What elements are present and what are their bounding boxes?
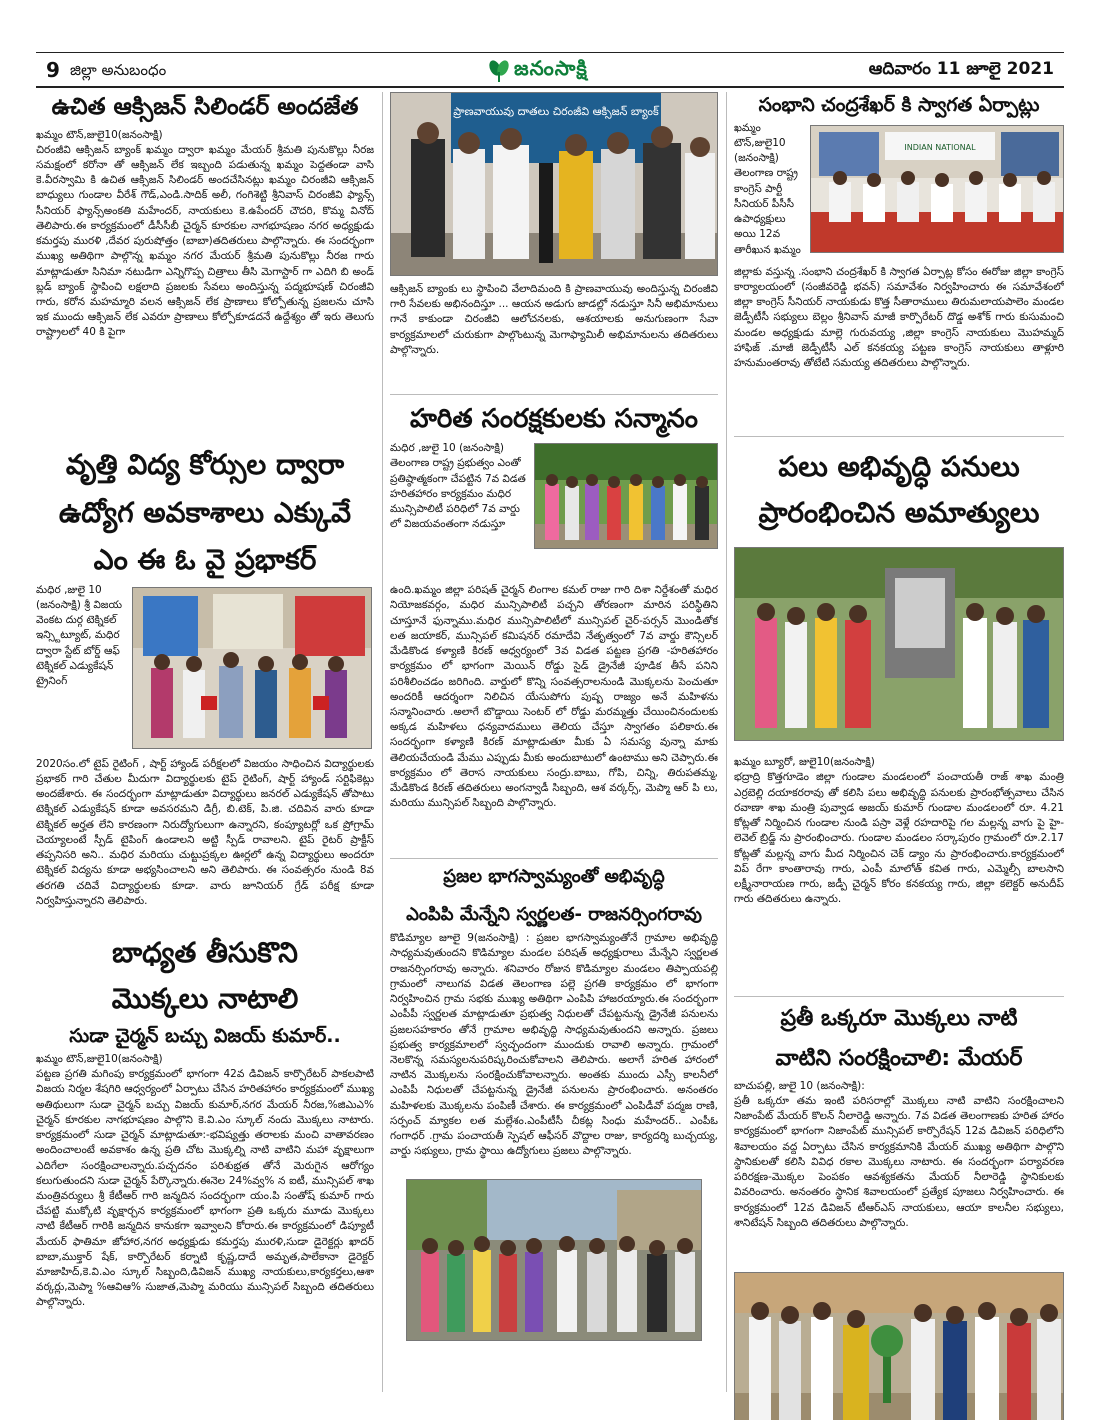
kicker: ప్రజల భాగస్వామ్యంతో అభివృద్ధి — [443, 866, 665, 887]
issue-date: ఆదివారం 11 జూలై 2021 — [868, 59, 1054, 79]
article-body: జిల్లాకు వస్తున్న .సంభాని చంద్రశేఖర్ కి స్వాగత ఏర్పాట్ల కోసం ఈరోజు జిల్లా కాంగ్రెస్ కార్యాలయంలో (సంజీవరెడ్డి భవన్) సమావేశం నిర్వహించారు ఈ సమావేశంలో జిల్లా కాంగ్రెస్ సీనియర్ నాయకుడు కొత్త సీతారాములు తిరుమలాయపాలెం మండల జెడ్పీటీసీ సభ్యులు బెల్లం శ్రీనివాస్ మాజీ కార్పొరేటర్ దొడ్డ అశోక్ గారు కుసుమంచి మండల అధ్యక్షుడు మాల్లె గురువయ్య ,జిల్లా కాంగ్రెస్ నాయకులు మొహమ్మద్ హాఫిజ్ .మాజీ జెడ్పీటీసీ ఎల్ కనకయ్య పట్టణ కాంగ్రెస్ నాయకులు తాళ్లూరి హనుమంతరావు తోటేటి సమయ్య తదితరులు పాల్గొన్నారు. — [734, 265, 1064, 370]
article-body: చిరంజీవి ఆక్సిజన్ బ్యాంక్ ఖమ్మం ద్వారా ఖమ్మం మేయర్ శ్రీమతి పునుకొల్లు నీరజ సమక్షంలో కరోనా తో ఆక్సిజన్ లేక ఇబ్బంది పడుతున్న ఖమ్మం పెద్దతండా వాసి కె.వీరస్వామి కి ఉచిత ఆక్సిజన్ సిలిండర్ అందచేసినట్లు ఖమ్మం చిరంజీవి ఆక్సిజన్ బాధ్యులు గుండాల వీరేశ్ గౌడ్,ఎండి.సాదిక్ అలీ, గంగిశెట్టి శ్రీనివాస్ చిరంజీవి ఫ్యాన్స్ సీనియర్ ఫ్యాన్స్అంకతి మహేందర్, నాయకులు కె.ఉపేందర్ చౌదరి, కొమ్మ వినోద్ తెలిపారు.ఈ కార్యక్రమంలో డీసీసీబీ చైర్మన్ కూరకుల నాగభూషణం నగర అధ్యక్షుడు కమర్తపు మురళి ,దేవర పురుషోత్తం (బాబా)తదితరులు పాల్గొన్నారు. ఈ సందర్భంగా ముఖ్య అతిథిగా పాల్గొన్న ఖమ్మం నగర మేయర్ శ్రీమతి పునుకొల్లు నీరజ గారు మాట్లాడుతూ సినిమా నటుడిగా ఎన్నిగొప్ప చిత్రాలు తీసి మెగాస్టార్ గా ఎదిగి బి అండ్ బ్లడ్ బ్యాంక్ స్థాపించి లక్షలాది ప్రజలకు సేవలు అందిస్తున్న పద్మభూషణ్ చిరంజీవి గారు, కరోన మహమ్మారి వలన ఆక్సిజన్ లేక ప్రాణాలు కోల్పోతున్న ప్రజలను చూసి ఇక ముందు ఆక్సిజన్ లేక ఎవరూ ప్రాణాలు కోల్పోకూడదనే ఉద్దేశ్యం తో ఇరు తెలుగు రాష్ట్రాలలో 40 కి పైగా — [36, 143, 374, 339]
article-body-wrap — [390, 931, 718, 1167]
headline-line-3: సుడా చైర్మన్ బచ్చు విజయ్ కుమార్.. — [69, 1025, 341, 1048]
photo-illustration — [811, 126, 1064, 253]
article-public-participation — [390, 864, 718, 1341]
dateline: బాచుపల్లి, జులై 10 (జనంసాక్షి): — [734, 1079, 865, 1092]
article-mayor-saplings — [734, 1002, 1064, 1420]
photo-sign-text: INDIAN NATIONAL — [904, 142, 976, 152]
article-vocational-courses — [36, 436, 374, 947]
photo-congress-meeting — [810, 125, 1064, 253]
headline-line-2: ప్రారంభించిన అమాత్యులు — [758, 495, 1040, 529]
photo-banner-text: ప్రాణవాయువు దాతలు చిరంజీవి ఆక్సిజన్ బ్యాంక్ — [453, 105, 659, 118]
section-divider — [390, 858, 718, 859]
dateline: ఖమ్మం టౌన్,జులై10(జనంసాక్షి) — [36, 128, 163, 141]
headline-line-1: ప్రతీ ఒక్కరూ మొక్కలు నాటి — [780, 1006, 1018, 1031]
article-oxygen-photo — [390, 92, 718, 380]
article-development-works — [734, 442, 1064, 966]
photo-felicitation — [534, 443, 718, 549]
dateline: ఖమ్మం టౌన్,జులై10 (జనంసాక్షి) తెలంగాణ రాష్ట్ర కాంగ్రెస్ పార్టీ సీనియర్ పీసీసీ ఉపాధ్యక్షులు అయి 12వ తారీఖున ఖమ్మం — [734, 121, 801, 256]
article-oxygen-cylinder — [36, 92, 374, 403]
section-divider — [390, 394, 718, 395]
photo-sapling-distribution — [406, 1179, 702, 1341]
photo-illustration — [133, 588, 372, 749]
headline: ఎంపిపి మేన్నేని స్వర్ణలత- రాజనర్సింగరావు — [406, 903, 702, 925]
column-divider — [382, 92, 383, 1392]
headline-line-1: వృత్తి విద్య కోర్సుల ద్వారా — [65, 448, 345, 481]
article-body: పట్టణ ప్రగతి మగింపు కార్యక్రమంలో భాగంగా 42వ డివిజన్ కార్పొరేటర్ పాకలపాటి విజయ నిర్మల శేషగిరి ఆధ్వర్యంలో ఏర్పాటు చేసిన హరితహారం కార్యక్రమంలో ముఖ్య అతిథులుగా సుడా చైర్మన్ బచ్చు విజయ్ కుమార్,నగర మేయర్ నీరజ,%జిఎుఎ% చైర్మన్ కూరకుల నాగభూషణం పాల్గొని కె.వి.ఎం స్కూల్ నందు మొక్కలు నాటారు. కార్యక్రమంలో సుడా చైర్మన్ మాట్లాడుతూ:-భవిష్యత్తు తరాలకు మంచి వాతావరణం అందించాలంటే అవకాశం ఉన్న ప్రతి చోట మొక్కల్ని నాటి వాటిని మహా వృక్షాలుగా ఎదిగేలా సంరక్షించాలన్నారు.పచ్చదనం పరిశుభ్రత తోనే మెరుగైన ఆరోగ్యం కలుగుతుందని సుడా చైర్మన్ పేర్కొన్నారు.ఈనెల 24%వ్వ% న ఐటీ, మున్సిపల్ శాఖ మంత్రివర్యులు శ్రీ కేటీఆర్ గారి జన్మదిన సందర్భంగా యం.పి సంతోష్ కుమార్ గారు చేపట్టి ముక్కోటి వృక్షార్చన కార్యక్రమంలో భాగంగా ప్రతి ఒక్కరు మూడు మొక్కలు నాటి కేటీఆర్ గారికి జన్మదిన కానుకగా ఇవ్వాలని కోరారు.ఈ కార్యక్రమంలో డిప్యూటీ మేయర్ ఫాతిమా జోహార,నగర అధ్యక్షుడు కమర్తపు మురళి,సుడా డైరెక్టర్లు ఖాదర్ బాబా,ముక్తార్ షేక్, కార్పొరేటర్ కర్నాటి కృష్ణ,దాదే అమృత,పాలేకానా డైరెక్టర్ మాజాహిద్,కె.వి.ఎం స్కూల్ సిబ్బంది,డివిజన్ ముఖ్య నాయకులు,కార్యకర్తలు,ఆశా వర్కర్లు,మెప్మా %ఆవిఆ% సుజాత,మెప్మా మరియు మున్సిపల్ సిబ్బంది తదితరులు పాల్గొన్నారు. — [36, 1068, 374, 1309]
page-number: 9 — [46, 58, 60, 82]
masthead — [36, 52, 1064, 88]
headline-line-2: మొక్కలు నాటాలి — [111, 981, 299, 1015]
dateline: ఖమ్మం టౌన్,జులై10(జనంసాక్షి) — [36, 1052, 163, 1065]
photo-illustration — [735, 548, 1064, 741]
photo-illustration — [735, 1273, 1064, 1420]
article-body: ఉంది.ఖమ్మం జిల్లా పరిషత్ చైర్మన్ లింగాల కమల్ రాజు గారి దిశా నిర్దేశంతో మధిర నియోజకవర్గం, మధిర మున్సిపాలిటీ పచ్చని తోరణంగా మారిన పరిస్థితిని చూస్తూనే ఫున్నాము.మధిర మున్సిపాలిటీలో మున్సిపల్ చైర్-పర్సన్ మొండితోక లత జయాకర్, మున్సిపల్ కమిషనర్ రమాదేవి నేతృత్వంలో 7వ వార్డు కౌన్సిలర్ మేడికొండ కళ్యాణి కిరణ్ ఆధ్వర్యంలో 3వ విడత పట్టణ ప్రగతి -హరితహారం కార్యక్రమం లో భాగంగా మెయిన్ రోడ్డు సైడ్ డ్రైనేజీ పూడిక తీసే పనిని పరిశీలించడం జరిగింది. వార్డులో కొన్ని సంవత్సరాలనుండి మొక్కలను పెంచుతూ అందరికీ ఆదర్శంగా నిలిచిన యేసుపోగు పుష్ప రాజ్యం అనే మహిళను సన్మానించారు .అలాగే బొడ్డాయి సెంటర్ లో రోడ్డు మరమ్మత్తు చేయించినందులకు అక్కడ మహిళలు ధన్యవాదములు తెలియ చేస్తూ స్వాగతం పలికారు.ఈ సందర్భంగా కళ్యాణి కిరణ్ మాట్లాడుతూ మీకు ఏ సమస్య వున్నా మాకు తెలియచేయండి మేము ఎప్పుడు మీకు అందుబాటులో ఉంటాము అని చెప్పారు.ఈ కార్యక్రమం లో తెరాస నాయకులు సంద్రు.బాబు, గోపి, చిన్ని, తిరుపతమ్మ, మేడికొండ కిరణ్ తదితరులు అంగన్వాడీ సిబ్బంది, ఆశ వర్కర్స్, మెప్మా ఆర్ పి లు, మరియు మున్సిపల్ సిబ్బంది పాల్గొన్నారు. — [390, 584, 718, 810]
column-divider — [726, 92, 727, 1392]
dateline: మధిర ,జులై 10 (జనంసాక్షి) తెలంగాణ రాష్ట్ర ప్రభుత్వం ఎంతో ప్రతిష్ఠాత్మకంగా చేపట్టిన 7వ విడత హరితహారం కార్యక్రమం మధిర మున్సిపాలిటీ పరిధిలో 7వ వార్డు లో విజయవంతంగా నడుస్తూ — [390, 442, 526, 531]
logo-text: జనంసాక్షి — [514, 55, 588, 80]
leaf-logo-icon — [488, 58, 510, 82]
newspaper-page — [36, 44, 1064, 1394]
headline-line-3: ఎం ఈ ఓ వై ప్రభాకర్ — [93, 543, 317, 577]
article-body: 2020సం.లో టైప్ రైటింగ్ , షార్ట్ హ్యాండ్ పరీక్షలలో విజయం సాధించిన విద్యార్థులకు ప్రభాకర్ గారి చేతుల మీదుగా విద్యార్థులకు టైప్ రైటింగ్, షార్ట్ హ్యాండ్ సర్టిఫికెట్లు అందజేశారు. ఈ సందర్భంగా మాట్లాడుతూ విద్యార్థులు జనరల్ ఎడ్యుకేషన్ తోపాటు టెక్నికల్ ఎడ్యుకేషన్ కూడా అవసరమని డిగ్రీ, బి.టెక్, పి.జి. చదివిన వారు కూడా టెక్నికల్ అర్హత లేని కారణంగా నిరుద్యోగులుగా ఉన్నారని, కంప్యూటర్లో ఒక ప్రోగ్రామ్ చెయ్యాలంటే స్పీడ్ టైపింగ్ ఉండాలని అట్టి స్పీడ్ రావాలని. టైప్ రైటర్ ప్రాక్టీస్ తప్పనిసరి అని.. మధిర మరియు చుట్టుప్రక్కల ఊర్లలో ఉన్న విద్యార్థులు అందరూ టెక్నికల్ విద్యను కూడా అభ్యసించాలని అని తెలిపారు. ఈ సంవత్సరం నుండి 8వ తరగతి చదివే విద్యార్థులకు కూడా. వారు జూనియర్ గ్రేడ్ పరీక్ష కూడా నిర్వహిస్తున్నారని తెలిపారు. — [36, 757, 374, 907]
photo-inauguration — [734, 547, 1064, 741]
article-body: ప్రజల భాగస్వామ్యంతోనే గ్రామాల అభివృద్ధి సాధ్యమవుతుందని కొడిమ్యాల మండల పరిషత్ అధ్యక్షురాలు మేన్నేని స్వర్ణలత రాజనర్సింగరావు అన్నారు. శనివారం రోజున కొడిమ్యాల మండలం తిప్పాయపల్లి గ్రామంలో నాలుగవ విడత తెలంగాణ పల్లె ప్రగతి కార్యక్రమం లో భాగంగా నిర్వహించిన గ్రామ సభకు ముఖ్య అతిథిగా ఎంపిపి హాజరయ్యారు.ఈ సందర్భంగా ఎంపీపీ స్వర్ణలత మాట్లాడుతూ ప్రభుత్వ నిధులతో చేపట్టనున్న డ్రైనేజీ పనులను ప్రజలసహకారం తోనే గ్రామాల అభివృద్ధి సాధ్యమవుతుందని అన్నారు. ప్రజలు ప్రభుత్వ కార్యక్రమాలలో స్వచ్ఛందంగా ముందుకు రావాలి అన్నారు. గ్రామంలో నెలకొన్న సమస్యలనుపరిష్కరించుకోవాలని తెలిపారు. అలాగే హరిత హారంలో నాటిన మొక్కలను సంరక్షించుకోవాలన్నారు. అంతకు ముందు ఎస్సీ కాలనీలో ఎంపిపీ నిధులతో చేపట్టనున్న డ్రైనేజీ పనులను ప్రారంభించారు. అనంతరం మహిళలకు మొక్కలను పంపిణీ చేశారు. ఈ కార్యక్రమంలో ఎంపిడీవో పద్మజ రాణి, సర్పంచ్ మ్యాకల లత మల్లేశం.ఎంపీటీసీ చీకట్ల సింధు మహేందర్.. ఎంపీఓ గంగాధర్ .గ్రామ పంచాయతీ స్పెషల్ ఆఫీసర్ వొద్దాల రాజు, కార్యదర్శి బుచ్చయ్య, వార్డు సభ్యులు, గ్రామ స్థాయి ఉద్యోగులు ప్రజలు పాల్గొన్నారు. — [390, 932, 718, 1158]
photo-caption: ఆక్సిజన్ బ్యాంకు లు స్థాపించి వేలాదిమంది కి ప్రాణవాయువు అందిస్తున్న చిరంజీవి గారి సేవలకు అభినందిస్తూ ... ఆయన అడుగు జాడల్లో నడుస్తూ సినీ అభిమానులు గానే కాకుండా చిరంజీవి ఆలోచనలకు, ఆశయాలకు అనుగుణంగా సేవా కార్యక్రమాలలో చురుకుగా పాల్గొంటున్న మెగాఫ్యామిలీ అభిమానులను తదితరులు పాల్గొన్నారు. — [390, 283, 718, 356]
headline-line-1: బాధ్యత తీసుకొని — [112, 936, 298, 969]
photo-tree-planting — [734, 1272, 1064, 1420]
photo-illustration — [535, 444, 718, 549]
article-green-guardians — [390, 400, 718, 835]
dateline: కొడిమ్యాల జూలై 9(జనంసాక్షి) : — [390, 932, 530, 945]
article-body: ప్రతీ ఒక్కరూ తమ ఇంటి పరిసరాల్లో మొక్కలు నాటి వాటిని సంరక్షించాలని నిజాంపేట్ మేయర్ కొలన్ నీలారెడ్డి అన్నారు. 7వ విడత తెలంగాణకు హరిత హారం కార్యక్రమంలో భాగంగా నిజాంపేట్ మున్సిపల్ కార్పొరేషన్ 12వ డివిజన్ పరిధిలోని శివాలయం వద్ద ఏర్పాటు చేసిన కార్యక్రమానికి మేయర్ ముఖ్య అతిథిగా పాల్గొని స్థానికులతో కలిసి వివిధ రకాల మొక్కలు నాటారు. ఈ సందర్భంగా పర్యావరణ పరిరక్షణ-మొక్కల పెంపకం ఆవశ్యకతను మేయర్ నీలారెడ్డి స్థానికులకు వివరించారు. అనంతరం స్థానిక శివాలయంలో ప్రత్యేక పూజలు నిర్వహించారు. ఈ కార్యక్రమంలో 12వ డివిజన్ టీఆర్ఎస్ నాయకులు, ఆయా కాలనీల సభ్యులు, శానిటేషన్ సిబ్బంది తదితరులు పాల్గొన్నారు. — [734, 1095, 1064, 1229]
photo-illustration — [407, 1180, 702, 1341]
headline-line-1: పలు అభివృద్ధి పనులు — [778, 450, 1020, 483]
section-divider — [734, 436, 1064, 437]
article-plant-saplings — [36, 930, 374, 1385]
headline-line-2: వాటిని సంరక్షించాలి: మేయర్ — [775, 1046, 1023, 1072]
headline-line-2: ఉద్యోగ అవకాశాలు ఎక్కువే — [58, 495, 352, 529]
headline: సంభాని చంద్రశేఖర్ కి స్వాగత ఏర్పాట్లు — [758, 94, 1040, 116]
article-welcome-arrangements — [734, 92, 1064, 417]
headline: ఉచిత ఆక్సిజన్ సిలిండర్ అందజేత — [51, 94, 359, 120]
photo-oxygen-bank — [390, 92, 718, 276]
newspaper-logo — [488, 55, 588, 85]
section-divider — [734, 996, 1064, 997]
headline: హరిత సంరక్షకులకు సన్మానం — [410, 404, 698, 434]
dateline: మధిర ,జులై 10 (జనంసాక్షి) శ్రీ విజయ వెంకట దుర్గ టెక్నికల్ ఇన్స్టిట్యూట్, మధిర ద్వారా స్టేట్ బోర్డ్ ఆఫ్ టెక్నికల్ ఎడ్యుకేషన్ ట్రైనింగ్ — [36, 583, 122, 688]
section-title: జిల్లా అనుబంధం — [70, 61, 167, 79]
article-body: భద్రాద్రి కొత్తగూడెం జిల్లా గుండాల మండలంలో పంచాయతీ రాజ్ శాఖ మంత్రి ఎర్రబెల్లి దయాకరరావు తో కలిసి పలు అభివృద్ధి పనులకు ప్రారంభోత్సవాలు చేసిన రవాణా శాఖ మంత్రి పువ్వాడ అజయ్ కుమార్ గుండాల మండలంలో రూ. 4.21 కోట్లతో నిర్మించిన గుండాల నుండి పస్రా వెళ్లే రహదారిపై గల మల్లన్న వాగు పై హై-లెవెల్ బ్రిడ్జ్ ను ప్రారంభించారు. గుండాల మండలం సర్కాపురం గ్రామంలో రూ.2.17 కోట్లతో మల్లన్న వాగు మీద నిర్మించిన చెక్ డ్యాం ను ప్రారంభించారు.కార్యక్రమంలో విప్ రేగా కాంతారావు గారు, ఎంపీ మాలోత్ కవిత గారు, ఎమ్మెల్సీ బాలసాని లక్ష్మీనారాయణ గారు, జడ్పీ చైర్మన్ కోరం కనకయ్య గారు, జిల్లా కలెక్టర్ అనుదీప్ గారు తదితరులు ఉన్నారు. — [734, 771, 1064, 906]
photo-certificate-distribution — [132, 587, 372, 749]
dateline: ఖమ్మం బ్యూరో, జులై10(జనంసాక్షి) — [734, 756, 875, 769]
photo-illustration — [391, 93, 718, 276]
